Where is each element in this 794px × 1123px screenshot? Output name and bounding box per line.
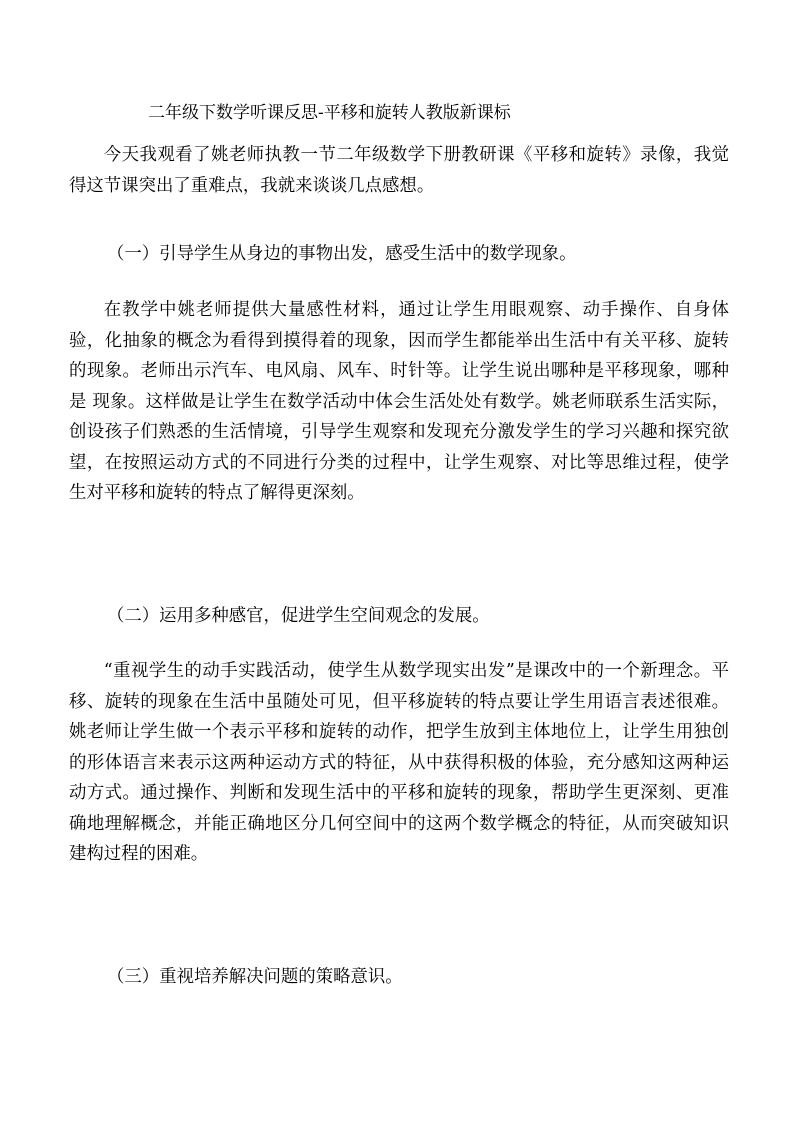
section-heading-2: （二）运用多种感官，促进学生空间观念的发展。 [107,606,490,626]
document-title: 二年级下数学听课反思-平移和旋转人教版新课标 [148,103,511,123]
section-heading-1: （一）引导学生从身边的事物出发，感受生活中的数学现象。 [107,244,577,264]
section-heading-3: （三）重视培养解决问题的策略意识。 [107,967,403,987]
section-body-2: “重视学生的动手实践活动，使学生从数学现实出发”是课改中的一个新理念。平移、旋转的现象在生活中虽随处可见，但平移旋转的特点要让学生用语言表述很难。姚老师让学生做一个表示平移和旋转的动作，把学生放到主体地位上，让学生用独创的形体语言来表示这两种运动方式的特征，从中获得积极的体验，充分感知这两种运动方式。通过操作、判断和发现生活中的平移和旋转的现象，帮助学生更深刻、更准确地理解概念，并能正确地区分几何空间中的这两个数学概念的特征，从而突破知识建构过程的困难。 [69,661,729,864]
section-body-1: 在教学中姚老师提供大量感性材料，通过让学生用眼观察、动手操作、自身体验，化抽象的概念为看得到摸得着的现象，因而学生都能举出生活中有关平移、旋转的现象。老师出示汽车、电风扇、风车、时针等。让学生说出哪种是平移现象，哪种是 现象。这样做是让学生在数学活动中体会生活处处有数学。姚老师联系生活实际，创设孩子们熟悉的生活情境，引导学生观察和发现充分激发学生的学习兴趣和探究欲望，在按照运动方式的不同进行分类的过程中，让学生观察、对比等思维过程，使学生对平移和旋转的特点了解得更深刻。 [69,300,729,503]
intro-paragraph: 今天我观看了姚老师执教一节二年级数学下册教研课《平移和旋转》录像，我觉得这节课突出了重难点，我就来谈谈几点感想。 [69,145,729,196]
